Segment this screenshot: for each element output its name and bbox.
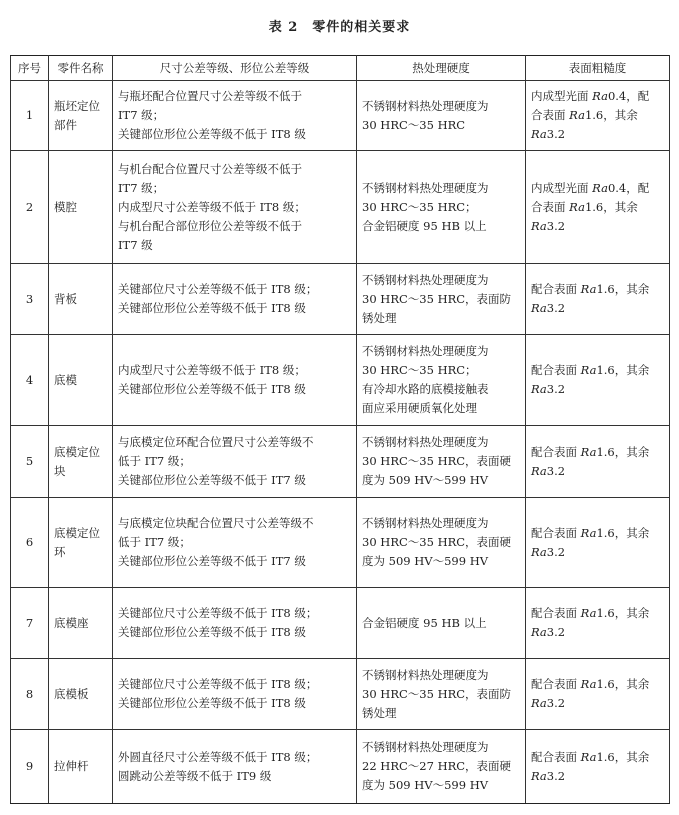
heat-treatment-hardness-line: 锈处理 — [362, 310, 397, 325]
surface-roughness-line: 合表面 Ra1.6，其余 — [531, 108, 638, 122]
table-row — [11, 426, 670, 498]
surface-roughness — [526, 335, 670, 426]
heat-treatment-hardness-line: 不锈钢材料热处理硬度为 — [362, 180, 489, 195]
part-name-line: 环 — [54, 544, 66, 559]
part-name — [49, 588, 113, 659]
surface-roughness-line: 配合表面 Ra1.6，其余 — [531, 282, 650, 296]
heat-treatment-hardness-line: 不锈钢材料热处理硬度为 — [362, 344, 489, 358]
heat-treatment-hardness-line: 度为 509 HV～599 HV — [362, 473, 489, 487]
tolerance-requirement-line: IT7 级； — [118, 180, 165, 195]
row-number: 7 — [11, 588, 49, 659]
heat-treatment-hardness-line: 30 HRC～35 HRC，表面硬 — [362, 535, 512, 549]
row-number: 9 — [11, 730, 49, 804]
surface-roughness-line: 配合表面 Ra1.6，其余 — [531, 677, 650, 691]
tolerance-requirement-line: 关键部位形位公差等级不低于 IT8 级 — [118, 625, 306, 639]
surface-roughness-line: 配合表面 Ra1.6，其余 — [531, 363, 650, 377]
heat-treatment-hardness-line: 不锈钢材料热处理硬度为 — [362, 435, 489, 449]
heat-treatment-hardness-line: 不锈钢材料热处理硬度为 — [362, 667, 489, 682]
table-row — [11, 588, 670, 659]
part-name — [49, 81, 113, 151]
part-name — [49, 498, 113, 588]
tolerance-requirement-line: 与瓶坯配合位置尺寸公差等级不低于 — [118, 89, 302, 103]
table-row — [11, 730, 670, 804]
tolerance-requirement-line: 圆跳动公差等级不低于 IT9 级 — [118, 768, 272, 783]
surface-roughness-line: Ra3.2 — [531, 301, 566, 315]
tolerance-requirement-line: 与底模定位环配合位置尺寸公差等级不 — [118, 435, 314, 449]
tolerance-requirement-line: 关键部位形位公差等级不低于 IT8 级 — [118, 301, 306, 315]
surface-roughness — [526, 151, 670, 264]
tolerance-requirement — [113, 426, 357, 498]
surface-roughness-line: Ra3.2 — [531, 127, 566, 141]
table-caption: 零件的相关要求 — [312, 20, 411, 35]
heat-treatment-hardness-line: 不锈钢材料热处理硬度为 — [362, 740, 489, 754]
part-name-line: 底模板 — [54, 686, 89, 701]
requirements-table — [10, 55, 670, 804]
heat-treatment-hardness — [357, 498, 526, 588]
tolerance-requirement-line: 与机台配合部位形位公差等级不低于 — [118, 218, 302, 233]
part-name-line: 块 — [54, 463, 66, 478]
row-number: 6 — [11, 498, 49, 588]
heat-treatment-hardness — [357, 264, 526, 335]
tolerance-requirement-line: 与底模定位块配合位置尺寸公差等级不 — [118, 516, 314, 530]
surface-roughness — [526, 81, 670, 151]
tolerance-requirement-line: 关键部位尺寸公差等级不低于 IT8 级； — [118, 606, 318, 620]
part-name-line: 部件 — [54, 117, 77, 132]
header-tolerance: 尺寸公差等级、形位公差等级 — [113, 56, 357, 81]
heat-treatment-hardness-line: 30 HRC～35 HRC — [362, 117, 466, 132]
header-roughness: 表面粗糙度 — [526, 56, 670, 81]
heat-treatment-hardness-line: 面应采用硬质氧化处理 — [362, 401, 477, 415]
surface-roughness — [526, 264, 670, 335]
heat-treatment-hardness-line: 度为 509 HV～599 HV — [362, 554, 489, 568]
tolerance-requirement-line: 关键部位形位公差等级不低于 IT8 级 — [118, 696, 306, 710]
tolerance-requirement-line: 外圆直径尺寸公差等级不低于 IT8 级； — [118, 749, 318, 764]
surface-roughness-line: 配合表面 Ra1.6，其余 — [531, 749, 650, 764]
row-number: 4 — [11, 335, 49, 426]
heat-treatment-hardness — [357, 588, 526, 659]
heat-treatment-hardness-line: 度为 509 HV～599 HV — [362, 778, 489, 792]
heat-treatment-hardness-line: 30 HRC～35 HRC，表面防 — [362, 686, 512, 701]
tolerance-requirement — [113, 81, 357, 151]
heat-treatment-hardness-line: 有冷却水路的底模接触表 — [362, 382, 489, 396]
header-no: 序号 — [11, 56, 49, 81]
surface-roughness — [526, 588, 670, 659]
heat-treatment-hardness-line: 合金铝硬度 95 HB 以上 — [362, 615, 487, 630]
part-name — [49, 264, 113, 335]
tolerance-requirement — [113, 335, 357, 426]
tolerance-requirement-line: 关键部位形位公差等级不低于 IT7 级 — [118, 473, 306, 487]
table-row — [11, 659, 670, 730]
heat-treatment-hardness-line: 不锈钢材料热处理硬度为 — [362, 516, 489, 530]
surface-roughness — [526, 426, 670, 498]
surface-roughness-line: 合表面 Ra1.6，其余 — [531, 199, 638, 214]
heat-treatment-hardness-line: 锈处理 — [362, 705, 397, 720]
tolerance-requirement — [113, 659, 357, 730]
surface-roughness-line: 内成型光面 Ra0.4，配 — [531, 89, 650, 103]
table-row — [11, 264, 670, 335]
part-name — [49, 659, 113, 730]
surface-roughness-line: Ra3.2 — [531, 696, 566, 710]
surface-roughness-line: 配合表面 Ra1.6，其余 — [531, 525, 650, 540]
heat-treatment-hardness-line: 30 HRC～35 HRC； — [362, 199, 477, 214]
part-name — [49, 151, 113, 264]
row-number: 2 — [11, 151, 49, 264]
row-number: 5 — [11, 426, 49, 498]
table-title — [0, 16, 679, 35]
heat-treatment-hardness — [357, 730, 526, 804]
surface-roughness-line: Ra3.2 — [531, 463, 566, 478]
tolerance-requirement — [113, 264, 357, 335]
surface-roughness-line: 内成型光面 Ra0.4，配 — [531, 180, 650, 195]
tolerance-requirement-line: 关键部位形位公差等级不低于 IT7 级 — [118, 554, 306, 568]
heat-treatment-hardness — [357, 659, 526, 730]
heat-treatment-hardness-line: 不锈钢材料热处理硬度为 — [362, 98, 489, 113]
row-number: 1 — [11, 81, 49, 151]
tolerance-requirement-line: 与机台配合位置尺寸公差等级不低于 — [118, 161, 302, 176]
heat-treatment-hardness-line: 合金铝硬度 95 HB 以上 — [362, 218, 487, 233]
tolerance-requirement-line: 关键部位形位公差等级不低于 IT8 级 — [118, 382, 306, 396]
header-heat: 热处理硬度 — [357, 56, 526, 81]
heat-treatment-hardness — [357, 81, 526, 151]
heat-treatment-hardness-line: 22 HRC～27 HRC，表面硬 — [362, 759, 512, 773]
table-row — [11, 81, 670, 151]
tolerance-requirement — [113, 151, 357, 264]
heat-treatment-hardness — [357, 426, 526, 498]
part-name-line: 底模座 — [54, 615, 89, 630]
surface-roughness — [526, 730, 670, 804]
tolerance-requirement-line: 关键部位尺寸公差等级不低于 IT8 级； — [118, 677, 318, 691]
tolerance-requirement — [113, 588, 357, 659]
part-name-line: 底模定位 — [54, 525, 100, 540]
surface-roughness — [526, 498, 670, 588]
tolerance-requirement-line: IT7 级； — [118, 108, 165, 122]
tolerance-requirement-line: 内成型尺寸公差等级不低于 IT8 级； — [118, 199, 306, 214]
heat-treatment-hardness-line: 30 HRC～35 HRC，表面硬 — [362, 454, 512, 468]
heat-treatment-hardness-line: 30 HRC～35 HRC，表面防 — [362, 291, 512, 306]
heat-treatment-hardness-line: 不锈钢材料热处理硬度为 — [362, 272, 489, 287]
part-name — [49, 335, 113, 426]
part-name — [49, 426, 113, 498]
part-name-line: 拉伸杆 — [54, 759, 89, 773]
part-name-line: 底模定位 — [54, 444, 100, 459]
tolerance-requirement — [113, 498, 357, 588]
surface-roughness-line: Ra3.2 — [531, 768, 566, 783]
part-name — [49, 730, 113, 804]
row-number: 8 — [11, 659, 49, 730]
surface-roughness-line: Ra3.2 — [531, 625, 566, 639]
part-name-line: 背板 — [54, 291, 77, 306]
tolerance-requirement-line: 关键部位尺寸公差等级不低于 IT8 级； — [118, 282, 318, 296]
surface-roughness-line: Ra3.2 — [531, 544, 566, 559]
surface-roughness-line: Ra3.2 — [531, 382, 566, 396]
heat-treatment-hardness-line: 30 HRC～35 HRC； — [362, 363, 477, 377]
tolerance-requirement — [113, 730, 357, 804]
table-row — [11, 498, 670, 588]
tolerance-requirement-line: 内成型尺寸公差等级不低于 IT8 级； — [118, 363, 306, 377]
header-name: 零件名称 — [49, 56, 113, 81]
heat-treatment-hardness — [357, 151, 526, 264]
table-number: 表 2 — [268, 20, 299, 35]
surface-roughness-line: 配合表面 Ra1.6，其余 — [531, 444, 650, 459]
tolerance-requirement-line: 低于 IT7 级； — [118, 535, 191, 549]
table-header-row — [11, 56, 670, 81]
tolerance-requirement-line: IT7 级 — [118, 237, 153, 252]
surface-roughness — [526, 659, 670, 730]
heat-treatment-hardness — [357, 335, 526, 426]
part-name-line: 瓶坯定位 — [54, 98, 100, 113]
surface-roughness-line: 配合表面 Ra1.6，其余 — [531, 606, 650, 620]
tolerance-requirement-line: 低于 IT7 级； — [118, 454, 191, 468]
tolerance-requirement-line: 关键部位形位公差等级不低于 IT8 级 — [118, 127, 306, 141]
part-name-line: 模腔 — [54, 199, 77, 214]
table-row — [11, 151, 670, 264]
row-number: 3 — [11, 264, 49, 335]
surface-roughness-line: Ra3.2 — [531, 218, 566, 233]
part-name-line: 底模 — [54, 372, 77, 387]
table-row — [11, 335, 670, 426]
